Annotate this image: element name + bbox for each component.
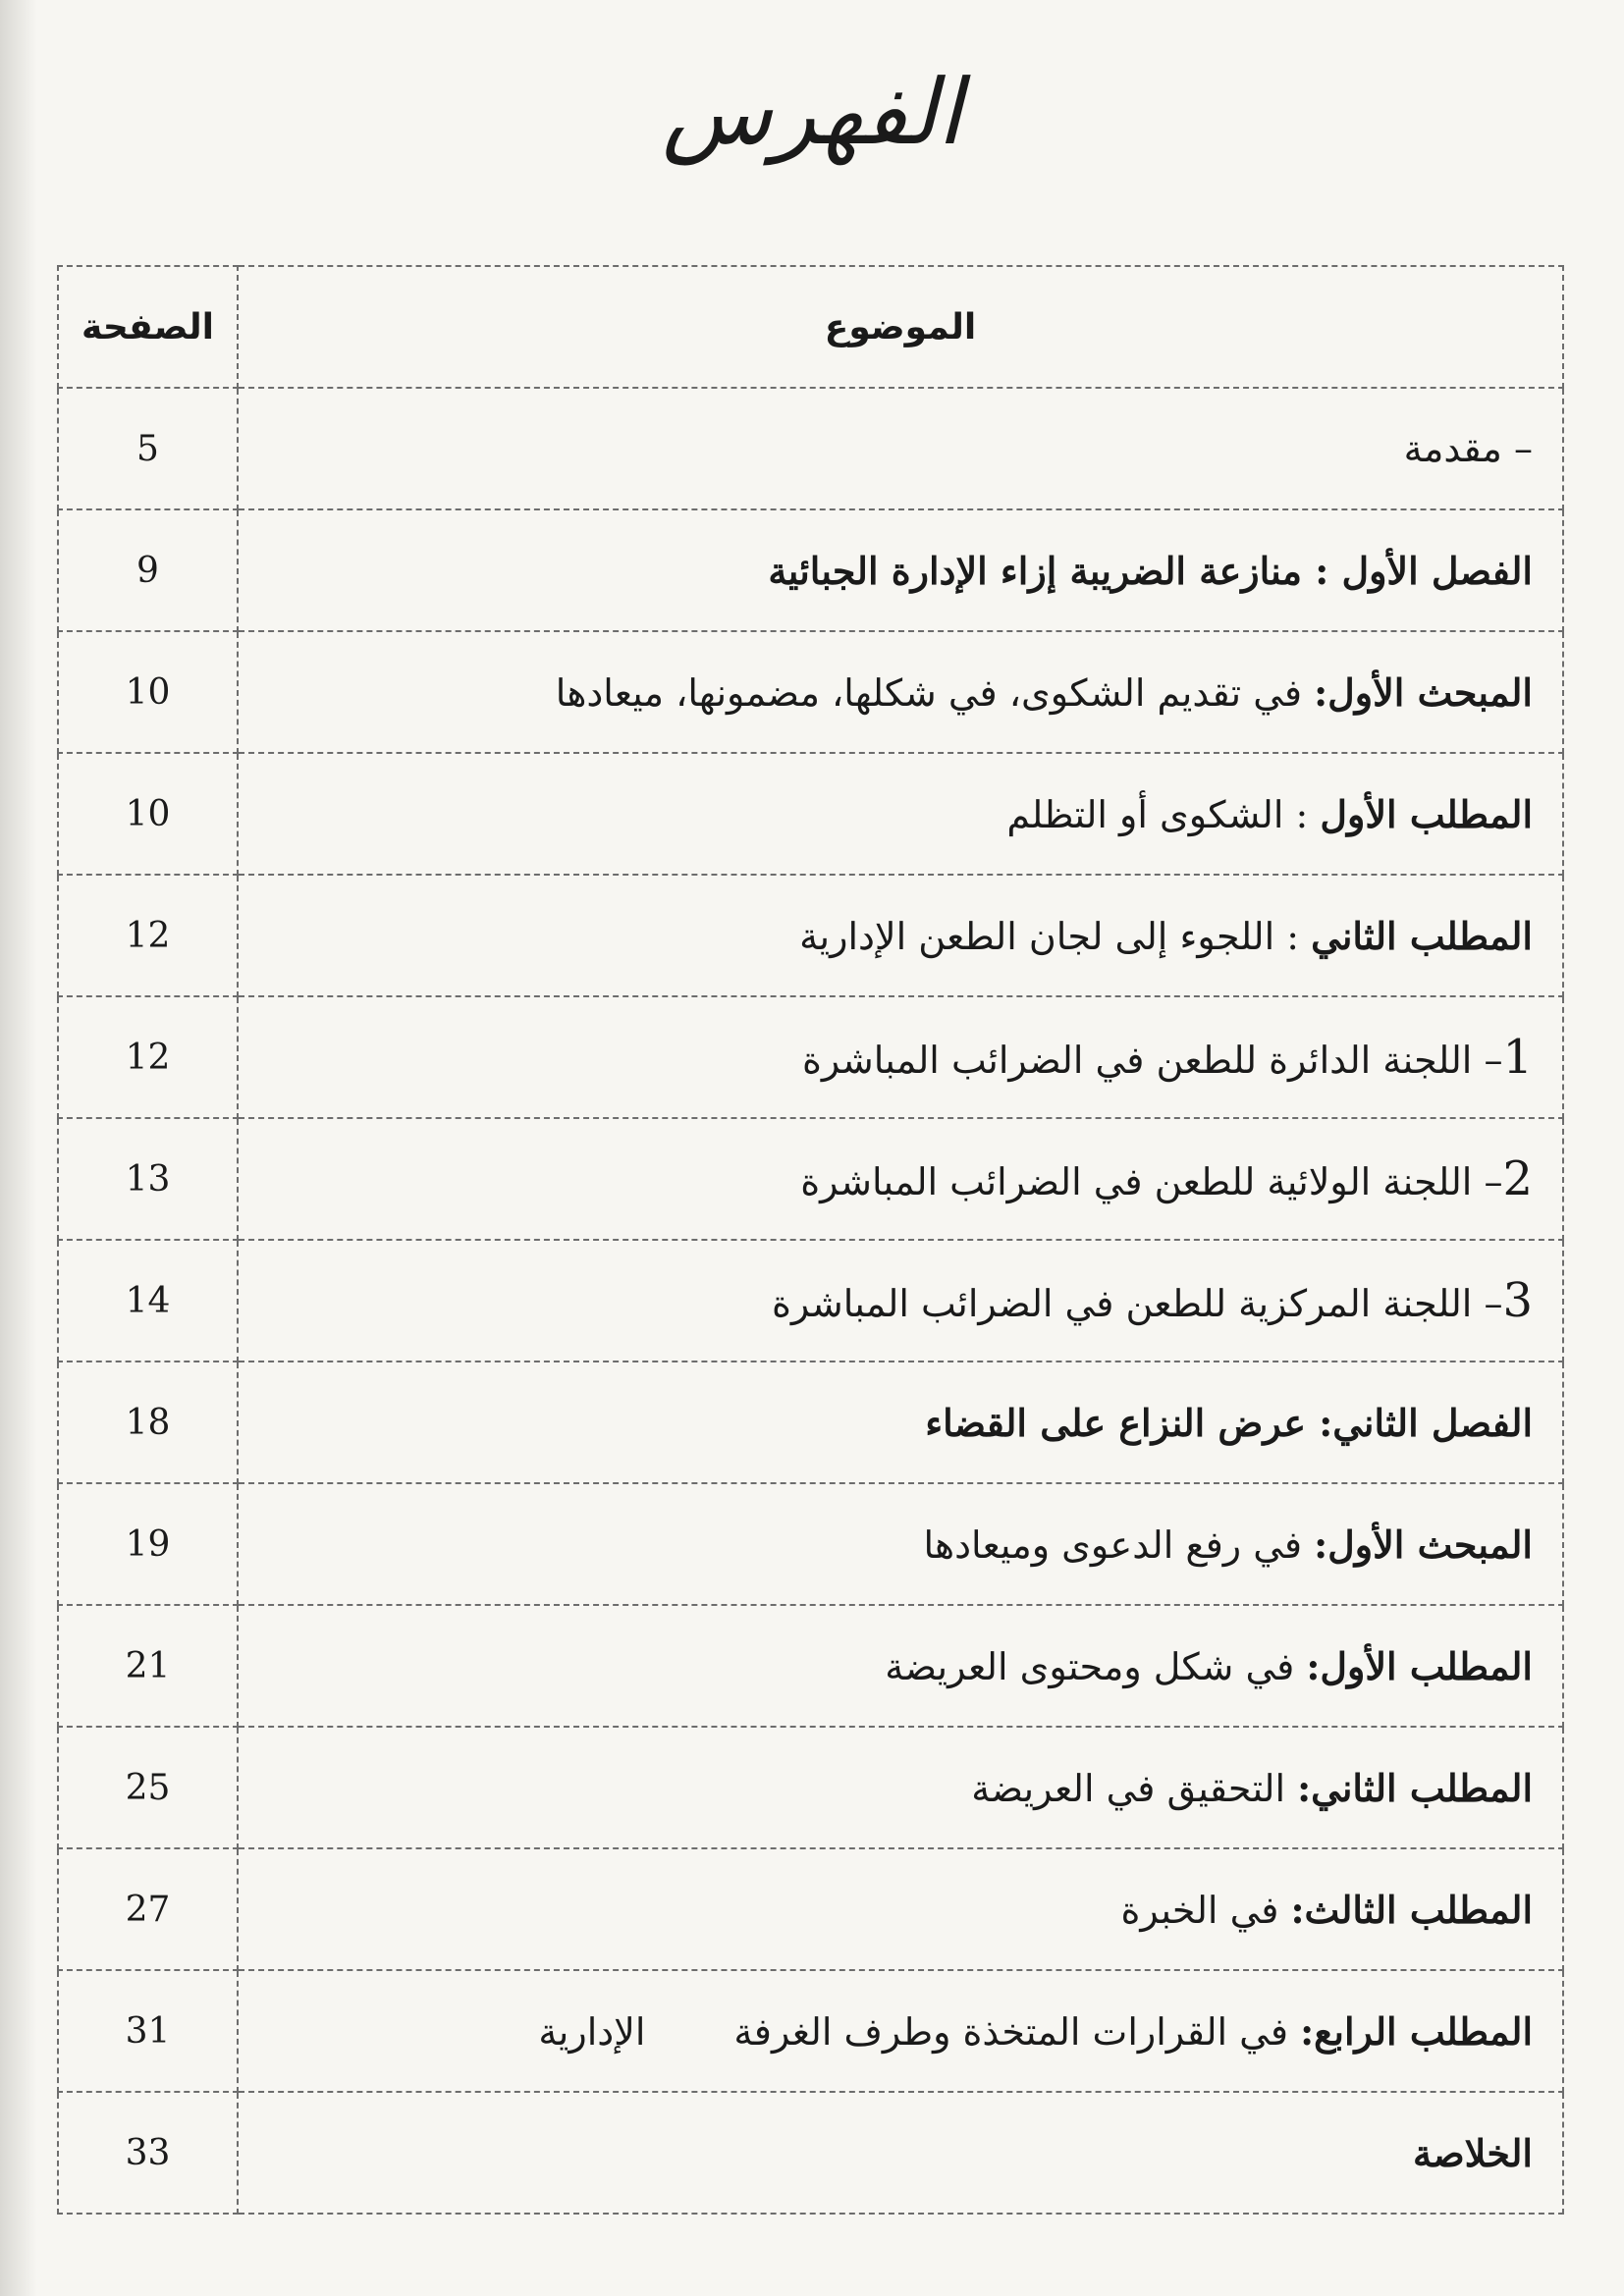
page-number: 14 <box>58 1240 238 1362</box>
page-column-header: الصفحة <box>58 266 238 388</box>
page-number: 31 <box>58 1970 238 2092</box>
toc-row <box>58 753 1563 875</box>
table-of-contents <box>57 265 1564 2215</box>
toc-entry <box>238 1848 1563 1970</box>
toc-row <box>58 388 1563 509</box>
toc-entry <box>238 1362 1563 1483</box>
entry-heading: المطلب الرابع: <box>1300 2008 1533 2054</box>
toc-row <box>58 1727 1563 1848</box>
page-number: 12 <box>58 875 238 996</box>
toc-entry <box>238 1970 1563 2092</box>
toc-entry <box>238 996 1563 1118</box>
toc-entry <box>238 631 1563 753</box>
toc-entry <box>238 1483 1563 1605</box>
toc-row <box>58 2092 1563 2214</box>
toc-entry <box>238 753 1563 875</box>
toc-row <box>58 1483 1563 1605</box>
toc-entry <box>238 1240 1563 1362</box>
entry-heading: الفصل الأول : منازعة الضريبة إزاء الإدارة الجبائية <box>768 548 1533 593</box>
page-title: الفهرس <box>662 60 962 165</box>
toc-entry <box>238 388 1563 509</box>
entry-text: : الشكوى أو التظلم <box>1006 792 1321 836</box>
entry-heading: الفصل الثاني: عرض النزاع على القضاء <box>925 1400 1533 1445</box>
toc-entry <box>238 1118 1563 1240</box>
entry-number: 3 <box>1502 1273 1533 1328</box>
toc-row <box>58 1362 1563 1483</box>
toc-row <box>58 1605 1563 1727</box>
toc-row <box>58 996 1563 1118</box>
toc-row <box>58 509 1563 631</box>
entry-number: 1 <box>1502 1030 1533 1085</box>
toc-row <box>58 1240 1563 1362</box>
entry-number: 2 <box>1502 1151 1533 1206</box>
entry-heading: المطلب الأول <box>1320 791 1533 836</box>
entry-heading: الخلاصة <box>1413 2130 1533 2175</box>
toc-row <box>58 1970 1563 2092</box>
toc-entry <box>238 1727 1563 1848</box>
entry-heading: المبحث الأول: <box>1314 1522 1533 1567</box>
page-number: 13 <box>58 1118 238 1240</box>
entry-text: – اللجنة الولائية للطعن في الضرائب المباشرة <box>800 1160 1503 1203</box>
toc-entry <box>238 2092 1563 2214</box>
page-number: 33 <box>58 2092 238 2214</box>
toc-row <box>58 1848 1563 1970</box>
entry-text: : اللجوء إلى لجان الطعن الإدارية <box>799 914 1312 958</box>
page-number: 10 <box>58 631 238 753</box>
page-number: 10 <box>58 753 238 875</box>
page-number: 27 <box>58 1848 238 1970</box>
page-number: 12 <box>58 996 238 1118</box>
table-header-row <box>58 266 1563 388</box>
page-number: 5 <box>58 388 238 509</box>
toc-row <box>58 1118 1563 1240</box>
entry-heading: المطلب الأول: <box>1306 1643 1533 1688</box>
toc-entry <box>238 1605 1563 1727</box>
entry-text-continued: الإدارية <box>538 2009 646 2054</box>
entry-heading: المطلب الثاني: <box>1297 1765 1533 1810</box>
entry-heading: المبحث الأول: <box>1314 669 1533 715</box>
page-number: 21 <box>58 1605 238 1727</box>
entry-text: – اللجنة الدائرة للطعن في الضرائب المباشرة <box>802 1039 1503 1082</box>
toc-entry <box>238 875 1563 996</box>
entry-text: في رفع الدعوى وميعادها <box>923 1522 1315 1567</box>
entry-text: في تقديم الشكوى، في شكلها، مضمونها، ميعادها <box>555 670 1315 715</box>
toc-row <box>58 631 1563 753</box>
page-number: 9 <box>58 509 238 631</box>
entry-text: في الخبرة <box>1120 1888 1291 1932</box>
entry-heading: المطلب الثاني <box>1311 913 1533 958</box>
entry-text: – اللجنة المركزية للطعن في الضرائب المباشرة <box>772 1282 1503 1325</box>
entry-text: – مقدمة <box>1403 427 1533 470</box>
entry-heading: المطلب الثالث: <box>1290 1887 1533 1932</box>
entry-text: التحقيق في العريضة <box>971 1766 1298 1810</box>
page-number: 25 <box>58 1727 238 1848</box>
page-edge-shadow <box>0 0 37 2296</box>
page-number: 18 <box>58 1362 238 1483</box>
entry-text: في القرارات المتخذة وطرف الغرفة <box>733 2009 1301 2054</box>
topic-column-header: الموضوع <box>238 266 1563 388</box>
toc-entry <box>238 509 1563 631</box>
entry-text: في شكل ومحتوى العريضة <box>885 1644 1307 1688</box>
page-number: 19 <box>58 1483 238 1605</box>
toc-row <box>58 875 1563 996</box>
